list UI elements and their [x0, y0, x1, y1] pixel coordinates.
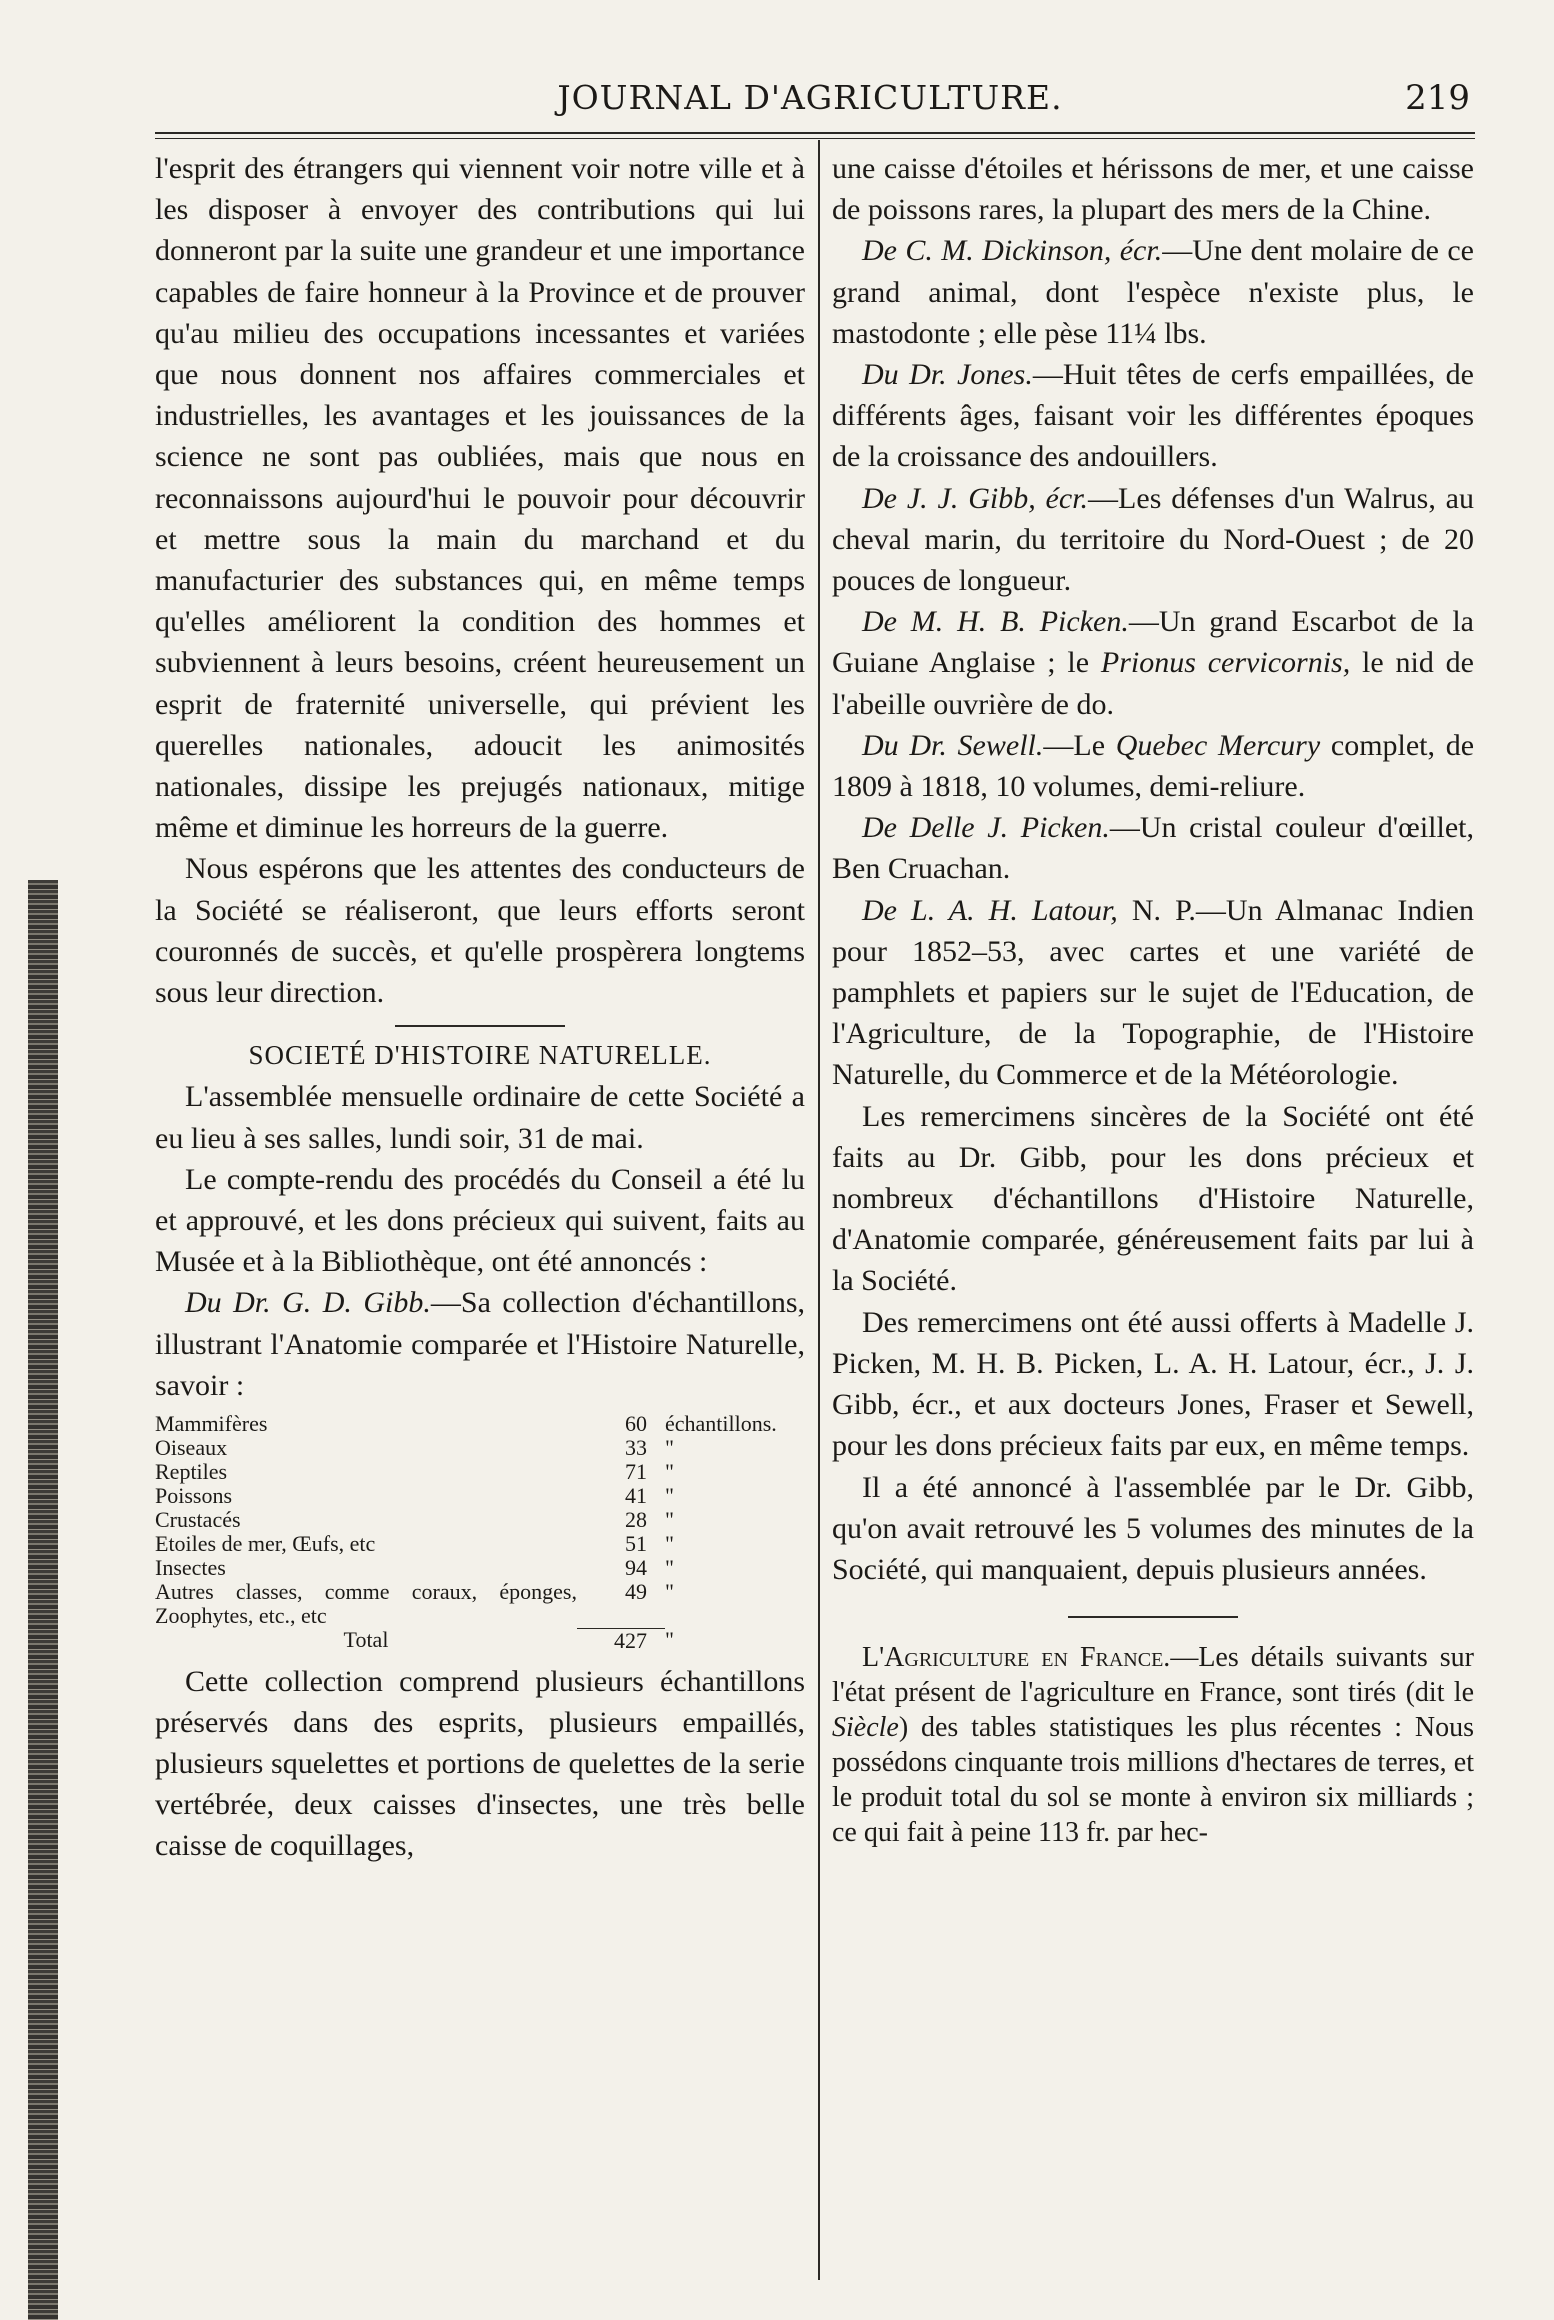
donation-text: —Un grand Escarbot de la Guiane Anglaise ; le	[832, 605, 1474, 680]
source-name: Siècle	[832, 1712, 899, 1744]
row-value: 28	[625, 1507, 647, 1533]
donation-entry	[832, 807, 1474, 889]
donation-text: —Un cristal couleur d'œillet, Ben Cruachan.	[832, 811, 1474, 886]
publication-title: Quebec Mercury	[1115, 728, 1321, 762]
total-label: Total	[343, 1627, 389, 1653]
donation-text: —Une dent molaire de ce grand animal, dont l'espèce n'existe plus, le mastodonte ; elle pèse 11¼ lbs.	[832, 234, 1474, 350]
table-row	[155, 1460, 805, 1484]
donation-text: —Le	[1043, 728, 1116, 762]
paragraph: une caisse d'étoiles et hérissons de mer, et une caisse de poissons rares, la plupart des mers de la Chine.	[832, 152, 1474, 227]
header-rule	[155, 132, 1475, 139]
article-text: —Les détails suivants sur l'état présent de l'agriculture en France, sont tirés (dit le	[832, 1642, 1474, 1709]
section-title: SOCIETÉ D'HISTOIRE NATURELLE.	[248, 1040, 712, 1071]
right-column	[832, 148, 1474, 1850]
row-label: Crustacés	[155, 1507, 241, 1533]
paragraph: Cette collection comprend plusieurs échantillons préservés dans des esprits, plusieurs empaillés, plusieurs squelettes et portions de quelettes de la serie vertébrée, deux caisses d'insectes, une très belle caisse de coquillages,	[155, 1664, 805, 1863]
left-column	[155, 148, 805, 1867]
row-unit: "	[665, 1507, 674, 1533]
row-label: Poissons	[155, 1483, 233, 1509]
donation-entry	[832, 354, 1474, 478]
donation-entry	[832, 725, 1474, 807]
donation-text: —Sa collection d'échantillons, illustrant l'Anatomie comparée et l'Histoire Naturelle, savoir :	[155, 1286, 806, 1402]
binding-edge	[28, 880, 58, 2320]
row-label: Oiseaux	[155, 1435, 228, 1461]
donor-name: Du Dr. Jones.	[862, 358, 1033, 392]
total-value: 427	[577, 1628, 665, 1653]
section-divider	[1068, 1616, 1238, 1618]
paragraph: Des remercimens ont été aussi offerts à Madelle J. Picken, M. H. B. Picken, L. A. H. Latour, écr., J. J. Gibb, écr., et aux docteurs Jones, Fraser et Sewell, pour les dons précieux faits par eux, en même temps.	[832, 1305, 1474, 1463]
specimen-table	[155, 1412, 805, 1653]
article-text: ) des tables statistiques les plus récentes : Nous possédons cinquante trois millions d'hectares de terres, et le produit total du sol se monte à environ six milliards ; ce qui fait à peine 113 fr. par hec-	[832, 1712, 1474, 1849]
donor-name: De L. A. H. Latour,	[862, 893, 1118, 927]
row-label: Mammifères	[155, 1411, 268, 1437]
row-value: 60	[625, 1411, 647, 1437]
donation-text: —Les défenses d'un Walrus, au cheval marin, du territoire du Nord-Ouest ; de 20 pouces de longueur.	[832, 481, 1475, 598]
donor-name: De C. M. Dickinson, écr.	[862, 234, 1163, 268]
page-number: 219	[1405, 78, 1470, 118]
article-paragraph	[832, 1640, 1474, 1850]
row-value: 33	[625, 1435, 647, 1461]
row-label: Etoiles de mer, Œufs, etc	[155, 1531, 376, 1557]
paragraph: Le compte-rendu des procédés du Conseil a été lu et approuvé, et les dons précieux qui suivent, faits au Musée et à la Bibliothèque, ont été annoncés :	[155, 1162, 805, 1279]
total-unit: "	[665, 1627, 674, 1653]
section-divider	[395, 1025, 565, 1027]
donation-text: —Huit têtes de cerfs empaillées, de différents âges, faisant voir les différentes époques de la croissance des andouillers.	[832, 358, 1474, 474]
table-row	[155, 1532, 805, 1556]
paragraph: Il a été annoncé à l'assemblée par le Dr. Gibb, qu'on avait retrouvé les 5 volumes des minutes de la Société, qui manquaient, depuis plusieurs années.	[832, 1470, 1474, 1586]
row-label: Insectes	[155, 1555, 226, 1581]
table-row	[155, 1436, 805, 1460]
row-unit: "	[665, 1483, 674, 1509]
table-row	[155, 1484, 805, 1508]
donation-text: N. P.—Un Almanac Indien pour 1852–53, avec cartes et une variété de pamphlets et papiers sur le sujet de l'Education, de l'Agriculture, de la Topographie, de l'Histoire Naturelle, du Commerce et de la Météorologie.	[832, 893, 1474, 1092]
donation-text: le nid de l'abeille ouvrière de do.	[832, 646, 1474, 721]
running-header	[150, 78, 1470, 122]
donor-name: De J. J. Gibb, écr.	[862, 481, 1089, 515]
column-rule	[818, 140, 820, 2280]
donation-entry	[832, 478, 1474, 602]
paragraph: Les remercimens sincères de la Société ont été faits au Dr. Gibb, pour les dons précieux et nombreux d'échantillons d'Histoire Naturelle, d'Anatomie comparée, généreusement faits par lui à la Société.	[832, 1099, 1474, 1298]
row-unit: "	[665, 1459, 674, 1485]
table-row	[155, 1508, 805, 1532]
row-unit: "	[665, 1435, 674, 1461]
table-row	[155, 1556, 805, 1580]
donation-entry	[155, 1282, 805, 1406]
donation-entry	[832, 230, 1474, 354]
donation-text: complet, de 1809 à 1818, 10 volumes, demi-reliure.	[832, 728, 1475, 804]
row-unit: échantillons.	[665, 1411, 777, 1437]
row-value: 51	[625, 1531, 647, 1557]
row-value: 71	[625, 1459, 647, 1485]
row-unit: "	[665, 1531, 674, 1557]
row-label: Autres classes, comme coraux, éponges, Zoophytes, etc., etc	[155, 1579, 577, 1629]
row-value: 41	[625, 1483, 647, 1509]
donor-name: Du Dr. G. D. Gibb.	[185, 1286, 431, 1320]
row-unit: "	[665, 1579, 674, 1605]
donation-entry	[832, 601, 1474, 725]
row-value: 94	[625, 1555, 647, 1581]
paragraph: L'assemblée mensuelle ordinaire de cette Société a eu lieu à ses salles, lundi soir, 31 de mai.	[155, 1080, 805, 1155]
table-total-row	[155, 1628, 805, 1653]
row-value: 49	[625, 1579, 647, 1605]
species-name: Prionus cervicornis,	[1100, 646, 1351, 680]
donor-name: De Delle J. Picken.	[862, 811, 1110, 845]
article-heading: L'Agriculture en France.	[862, 1642, 1171, 1674]
table-row	[155, 1412, 805, 1436]
row-unit: "	[665, 1555, 674, 1581]
donor-name: Du Dr. Sewell.	[862, 728, 1044, 762]
table-row	[155, 1580, 805, 1628]
journal-title: JOURNAL D'AGRICULTURE.	[557, 78, 1063, 117]
donation-entry	[832, 890, 1474, 1096]
paragraph: l'esprit des étrangers qui viennent voir notre ville et à les disposer à envoyer des contributions qui lui donneront par la suite une grandeur et une importance capables de faire honneur à la Province et de prouver qu'au milieu des occupations incessantes et variées que nous donnent nos affaires commerciales et industrielles, les avantages et les jouissances de la science ne sont pas oubliées, mais que nous en reconnaissons aujourd'hui le pouvoir pour découvrir et mettre sous la main du marchand et du manufacturier des substances qui, en même temps qu'elles améliorent la condition des hommes et subviennent à leurs besoins, créent heureusement un esprit de fraternité universelle, qui prévient les querelles nationales, adoucit les animosités nationales, dissipe les prejugés nationaux, mitige même et diminue les horreurs de la guerre.	[155, 152, 805, 845]
paragraph: Nous espérons que les attentes des conducteurs de la Société se réaliseront, que leurs efforts seront couronnés de succès, et qu'elle prospèrera longtems sous leur direction.	[155, 852, 805, 1010]
donor-name: De M. H. B. Picken.	[862, 605, 1129, 639]
row-label: Reptiles	[155, 1459, 228, 1485]
